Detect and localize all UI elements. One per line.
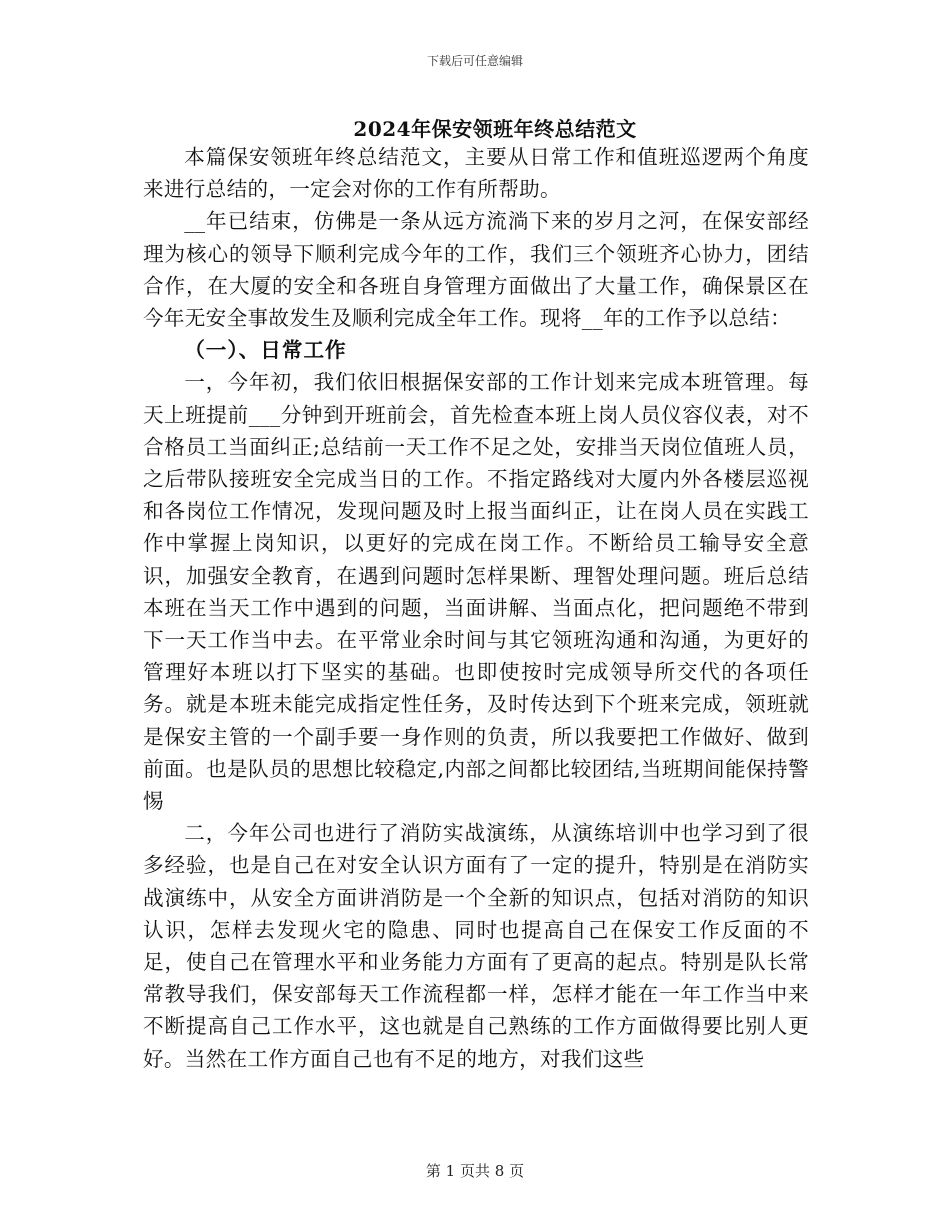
daily-work-paragraph: 一，今年初，我们依旧根据保安部的工作计划来完成本班管理。每天上班提前___分钟到开班前会，首先检查本班上岗人员仪容仪表，对不合格员工当面纠正;总结前一天工作不足之处，安排当天岗位值班人员，之后带队接班安全完成当日的工作。不指定路线对大厦内外各楼层巡视和各岗位工作情况，发现问题及时上报当面纠正，让在岗人员在实践工作中掌握上岗知识，以更好的完成在岗工作。不断给员工输导安全意识，加强安全教育，在遇到问题时怎样果断、理智处理问题。班后总结本班在当天工作中遇到的问题，当面讲解、当面点化，把问题绝不带到下一天工作当中去。在平常业余时间与其它领班沟通和沟通，为更好的管理好本班以打下坚实的基础。也即使按时完成领导所交代的各项任务。就是本班未能完成指定性任务，及时传达到下个班来完成，领班就是保安主管的一个副手要一身作则的负责，所以我要把工作做好、做到前面。也是队员的思想比较稳定,内部之间都比较团结,当班期间能保持警惕 [143, 370, 809, 814]
header-note: 下载后可任意编辑 [426, 54, 523, 68]
document-body [143, 141, 809, 1075]
intro-paragraph: 本篇保安领班年终总结范文，主要从日常工作和值班巡逻两个角度来进行总结的，一定会对你的工作有所帮助。 [143, 145, 809, 202]
fire-drill-paragraph: 二，今年公司也进行了消防实战演练，从演练培训中也学习到了很多经验，也是自己在对安全认识方面有了一定的提升，特别是在消防实战演练中，从安全方面讲消防是一个全新的知识点，包括对消防的知识认识，怎样去发现火宅的隐患、同时也提高自己在保安工作反面的不足，使自己在管理水平和业务能力方面有了更高的起点。特别是队长常常教导我们，保安部每天工作流程都一样，怎样才能在一年工作当中来不断提高自己工作水平，这也就是自己熟练的工作方面做得要比别人更好。当然在工作方面自己也有不足的地方，对我们这些 [143, 821, 809, 1071]
page-footer: 第 1 页共 8 页 [425, 1162, 525, 1180]
section-heading: （一）、日常工作 [184, 338, 347, 363]
summary-paragraph: __年已结束，仿佛是一条从远方流淌下来的岁月之河，在保安部经理为核心的领导下顺利完成今年的工作，我们三个领班齐心协力，团结合作，在大厦的安全和各班自身管理方面做出了大量工作，确保景区在今年无安全事故发生及顺利完成全年工作。现将__年的工作予以总结： [143, 209, 809, 331]
document-title: 2024年保安领班年终总结范文 [353, 117, 637, 141]
